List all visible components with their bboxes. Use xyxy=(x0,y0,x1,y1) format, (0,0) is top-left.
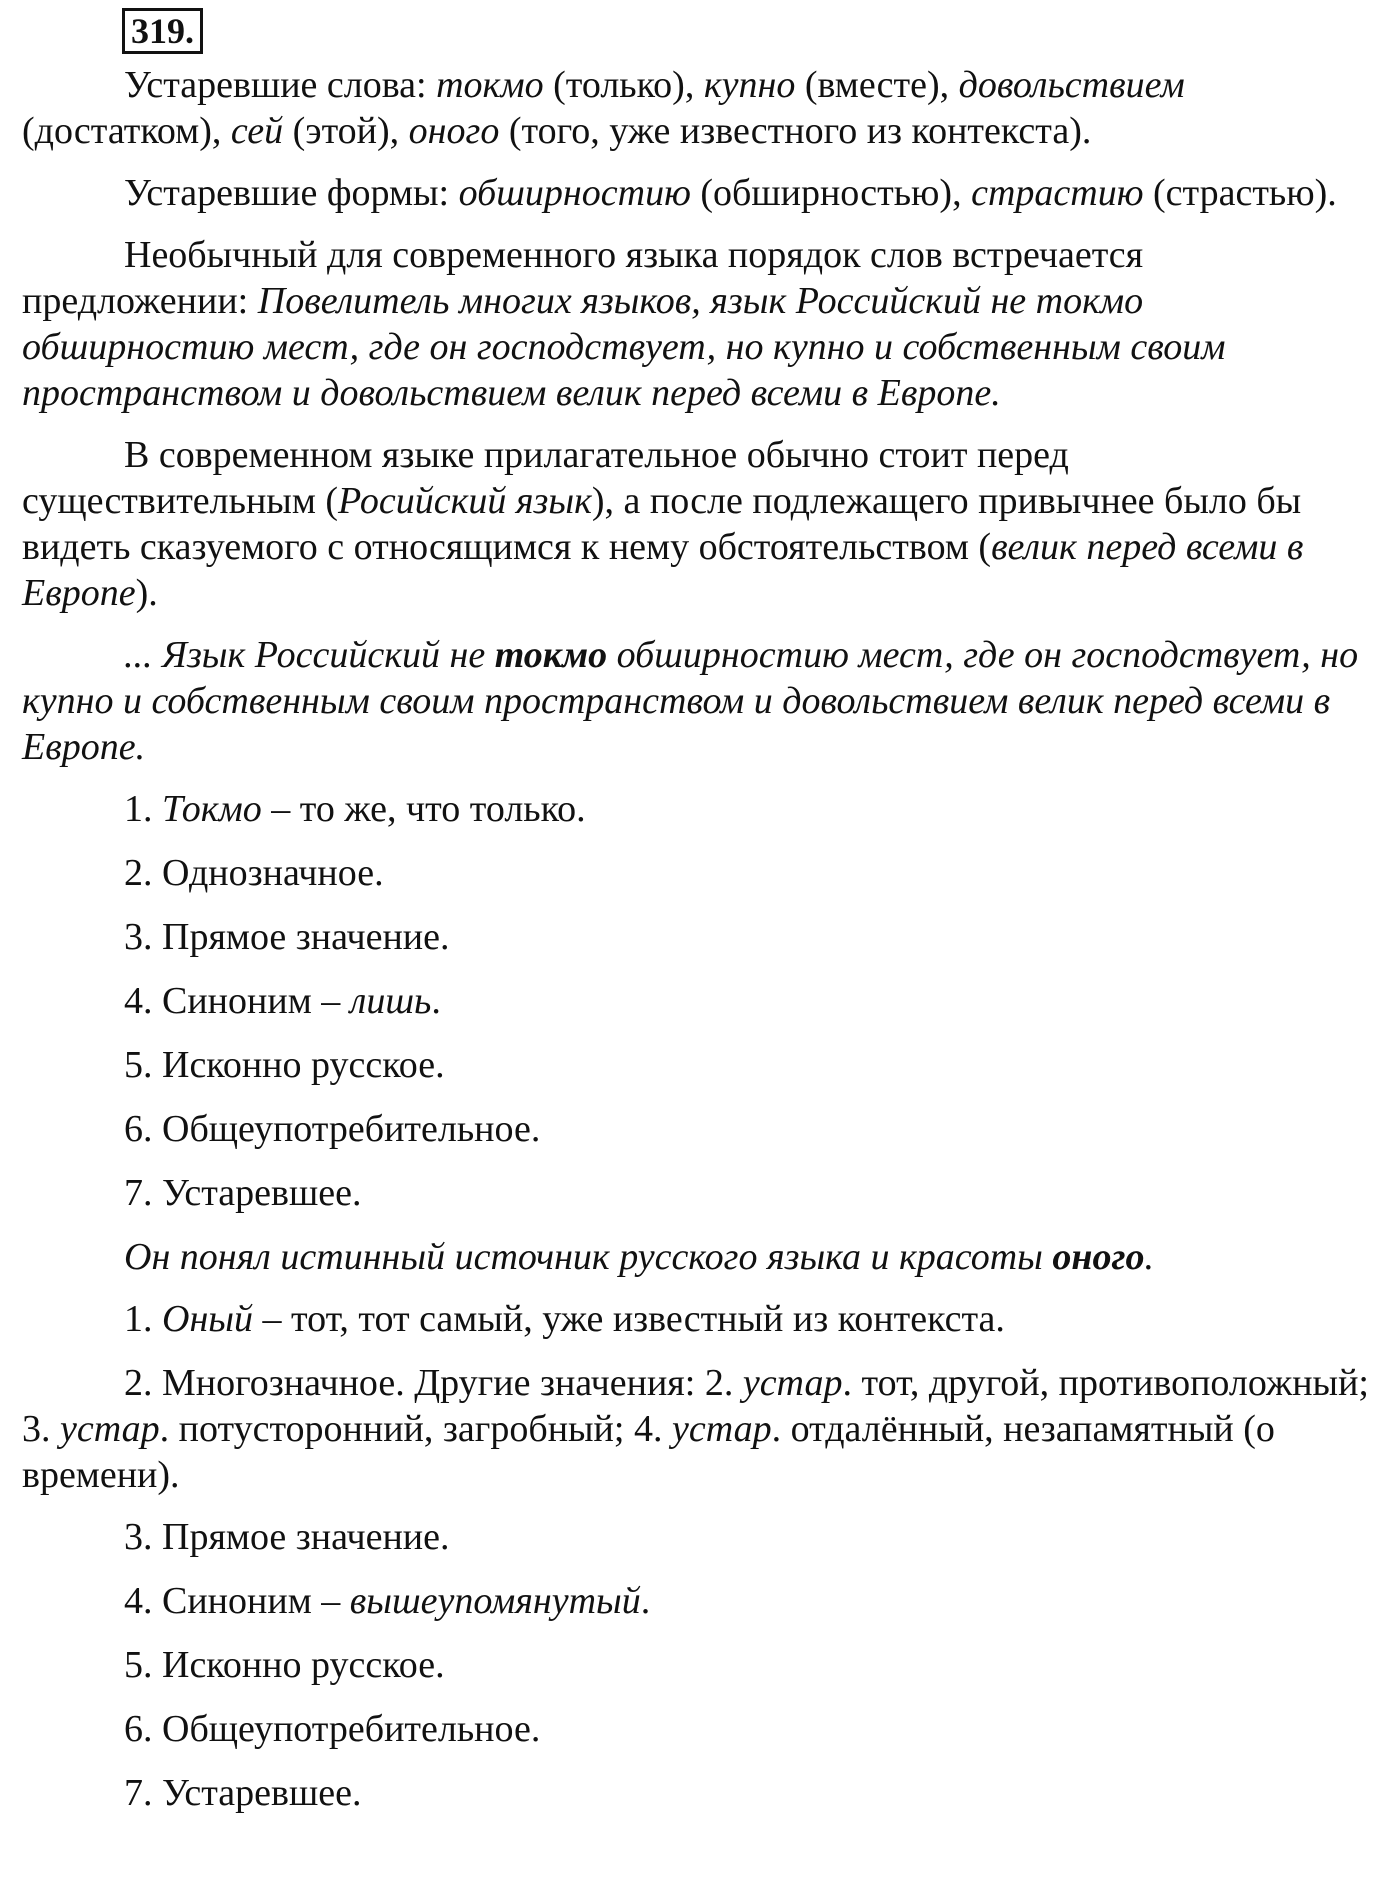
gloss: (только), xyxy=(543,64,704,106)
text: ), а после подлежащего привычнее было бы видеть сказуемого с относящимся к нему обстоятельством ( xyxy=(22,480,1302,568)
list2-item-6: 6. Общеупотребительное. xyxy=(124,1708,541,1750)
headword: Оный xyxy=(162,1298,254,1340)
highlighted-word: оного xyxy=(1052,1236,1145,1278)
gloss: (этой), xyxy=(283,110,409,152)
archaic-word: оного xyxy=(408,110,500,152)
text: . потусторонний, загробный; 4. xyxy=(159,1408,672,1450)
headword: Токмо xyxy=(162,788,262,830)
quote-sentence: Повелитель многих языков, язык Российский не токмо обширностию мест, где он господствует, но купно и собственным своим пространством и довольствием велик перед всеми в Европе. xyxy=(22,280,1226,414)
text: . отдалённый, незапамятный (о времени). xyxy=(22,1408,1275,1496)
label-obsolete: устар xyxy=(60,1408,160,1450)
highlighted-word: токмо xyxy=(494,634,608,676)
gloss: (обширностью), xyxy=(690,172,972,214)
list2-item-3: 3. Прямое значение. xyxy=(124,1516,450,1558)
synonym: вышеупомянутый xyxy=(349,1580,641,1622)
gloss: (вместе), xyxy=(795,64,959,106)
exercise-header xyxy=(22,8,1370,54)
text: Необычный для современного языка порядок слов встречается предложении: xyxy=(22,234,1144,322)
paragraph-archaic-forms xyxy=(22,170,1370,216)
text: Устаревшие слова: xyxy=(124,64,437,106)
list1-item-5: 5. Исконно русское. xyxy=(124,1044,445,1086)
list1-item-1 xyxy=(22,786,1370,832)
text: ... Язык Российский не xyxy=(124,634,495,676)
archaic-word: довольствием xyxy=(958,64,1185,106)
label-obsolete: устар xyxy=(742,1362,843,1404)
text: 2. Многозначное. Другие значения: 2. xyxy=(124,1362,743,1404)
archaic-form: страстию xyxy=(971,172,1144,214)
text: 1. xyxy=(124,1298,162,1340)
text: 4. Синоним – xyxy=(124,1580,350,1622)
list1-item-3: 3. Прямое значение. xyxy=(124,916,450,958)
quote-two xyxy=(22,1234,1370,1280)
exercise-number: 319. xyxy=(122,8,203,54)
list1-item-6: 6. Общеупотребительное. xyxy=(124,1108,541,1150)
example: Росийский язык xyxy=(338,480,592,522)
list2-item-4 xyxy=(22,1578,1370,1624)
list2-item-5: 5. Исконно русское. xyxy=(124,1644,445,1686)
list1-item-4 xyxy=(22,978,1370,1024)
text: 4. Синоним – xyxy=(124,980,350,1022)
paragraph-word-order xyxy=(22,232,1370,416)
archaic-word: токмо xyxy=(436,64,544,106)
text: . xyxy=(1144,1236,1155,1278)
label-obsolete: устар xyxy=(671,1408,772,1450)
list2-item-2 xyxy=(22,1360,1370,1498)
gloss: (достатком), xyxy=(22,110,231,152)
text: Устаревшие формы: xyxy=(124,172,459,214)
archaic-word: сей xyxy=(230,110,284,152)
gloss: (того, уже известного из контекста). xyxy=(499,110,1092,152)
gloss: (страстью). xyxy=(1143,172,1337,214)
list2-item-1 xyxy=(22,1296,1370,1342)
text: . тот, другой, противоположный; 3. xyxy=(22,1362,1369,1450)
text: обширностию мест, где он господствует, но купно и собственным своим пространством и довольствием велик перед всеми в Европе. xyxy=(22,634,1359,768)
synonym: лишь xyxy=(349,980,432,1022)
list1-item-2: 2. Однозначное. xyxy=(124,852,384,894)
list1-item-7: 7. Устаревшее. xyxy=(124,1172,362,1214)
archaic-form: обширностию xyxy=(458,172,691,214)
text: 1. xyxy=(124,788,162,830)
text: . xyxy=(431,980,441,1022)
paragraph-archaic-words xyxy=(22,62,1370,154)
text: – тот, тот самый, уже известный из контекста. xyxy=(253,1298,1005,1340)
archaic-word: купно xyxy=(703,64,796,106)
paragraph-modern-order xyxy=(22,432,1370,616)
quote-one xyxy=(22,632,1370,770)
text: ). xyxy=(135,572,158,614)
text: В современном языке прилагательное обычно стоит перед существительным ( xyxy=(22,434,1069,522)
text: . xyxy=(640,1580,651,1622)
list2-item-7: 7. Устаревшее. xyxy=(124,1772,362,1814)
example: велик перед всеми в Европе xyxy=(22,526,1304,614)
text: – то же, что только. xyxy=(261,788,586,830)
text: Он понял истинный источник русского языка и красоты xyxy=(124,1236,1053,1278)
